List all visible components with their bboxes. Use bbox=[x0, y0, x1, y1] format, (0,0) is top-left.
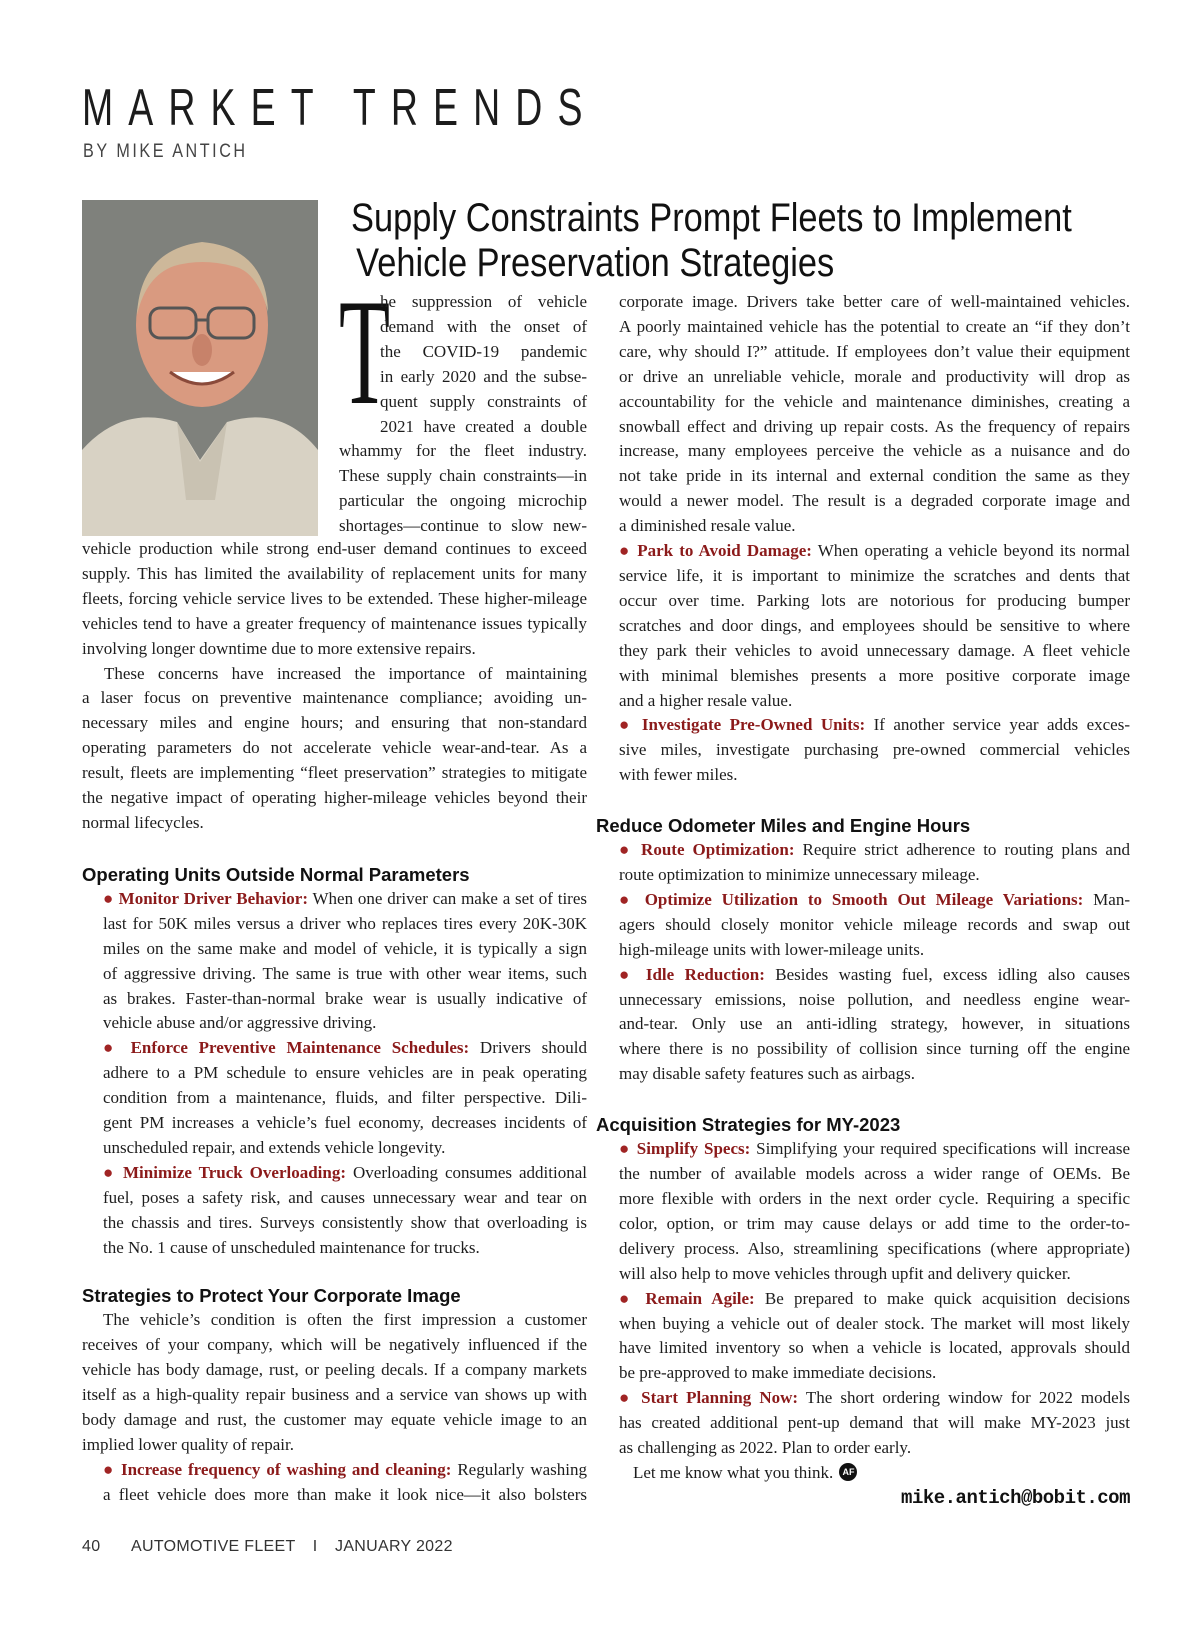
bullet-text: If another service year adds exces- bbox=[865, 715, 1131, 735]
text-line: when buying a vehicle out of dealer stock. The market will most likely bbox=[619, 1313, 1130, 1333]
bullet-first-line bbox=[103, 1036, 587, 1061]
text-line: vehicles tend to have a greater frequency of maintenance issues typically bbox=[82, 613, 587, 633]
bullet-first-line bbox=[619, 1137, 1130, 1162]
bullet-minimize-overloading bbox=[82, 1161, 587, 1261]
bullet-text: When operating a vehicle beyond its normal bbox=[811, 541, 1131, 561]
bullet-label: Park to Avoid Damage: bbox=[637, 541, 812, 561]
text-line: route optimization to minimize unnecessary mileage. bbox=[619, 865, 980, 885]
bullet-dot-icon: ● bbox=[103, 1162, 117, 1182]
text-line: These concerns have increased the importance of maintaining bbox=[104, 663, 587, 683]
text-line: not take pride in its internal and external condition the same as they bbox=[619, 466, 1130, 486]
bullet-park-avoid-damage bbox=[619, 539, 1130, 713]
text-line: last for 50K miles versus a driver who replaces tires every 20K-30K bbox=[103, 913, 587, 933]
text-line: The vehicle’s condition is often the first impression a customer bbox=[103, 1310, 587, 1330]
paragraph-continued bbox=[619, 290, 1130, 539]
bullet-dot-icon: ● bbox=[103, 888, 114, 908]
text-line: would a newer model. The result is a degraded corporate image and bbox=[619, 491, 1130, 511]
text-line: demand with the onset of bbox=[380, 316, 587, 336]
closing-line bbox=[619, 1461, 1130, 1486]
text-line: vehicle abuse and/or aggressive driving. bbox=[103, 1013, 377, 1033]
text-line: or drive an unreliable vehicle, morale and productivity will drop as bbox=[619, 366, 1130, 386]
bullet-remain-agile bbox=[619, 1287, 1130, 1387]
text-line: body damage and rust, the customer may equate vehicle image to an bbox=[82, 1410, 587, 1430]
text-line: he suppression of vehicle bbox=[380, 292, 587, 311]
text-line: where there is no possibility of collision since turning off the engine bbox=[619, 1039, 1130, 1059]
text-line: delivery process. Also, streamlining specifications (where appropriate) bbox=[619, 1238, 1130, 1258]
closing-text: Let me know what you think. bbox=[633, 1462, 834, 1482]
bullet-text: Drivers should bbox=[469, 1038, 588, 1058]
text-line: necessary miles and engine hours; and ensuring that non-standard bbox=[82, 713, 587, 733]
bullet-first-line bbox=[619, 713, 1130, 738]
bullet-first-line bbox=[619, 539, 1130, 564]
bullet-dot-icon: ● bbox=[619, 541, 632, 561]
footer-separator: I bbox=[312, 1538, 318, 1555]
bullet-first-line bbox=[619, 1386, 1130, 1411]
text-line: with fewer miles. bbox=[619, 765, 738, 785]
text-line: and a higher resale value. bbox=[619, 690, 793, 710]
paragraph-3 bbox=[82, 1308, 587, 1457]
text-line: with minimal blemishes presents a more positive corporate image bbox=[619, 665, 1130, 685]
text-line: of aggressive driving. The same is true with other wear items, such bbox=[103, 963, 587, 983]
article-headline bbox=[351, 196, 1072, 286]
bullet-first-line bbox=[103, 1458, 587, 1483]
bullet-dot-icon: ● bbox=[619, 889, 635, 909]
headline-line-2: Vehicle Preservation Strategies bbox=[356, 241, 835, 285]
author-email-link[interactable]: mike.antich@bobit.com bbox=[901, 1487, 1130, 1509]
text-line: agers should closely monitor vehicle mileage records and swap out bbox=[619, 914, 1130, 934]
text-line: fleets, forcing vehicle service lives to be extended. These higher-mileage bbox=[82, 588, 587, 608]
text-line: the negative impact of operating higher-mileage vehicles beyond their bbox=[82, 788, 587, 808]
text-line: and-tear. Only use an anti-idling strategy, however, in situations bbox=[619, 1014, 1130, 1034]
bullet-label: Enforce Preventive Maintenance Schedules: bbox=[130, 1038, 470, 1058]
text-line: involving longer downtime due to more extensive repairs. bbox=[82, 638, 476, 658]
text-line: the number of available models across a wider range of OEMs. Be bbox=[619, 1164, 1130, 1184]
text-line: in early 2020 and the subse- bbox=[380, 366, 587, 386]
text-line: more flexible with orders in the next order cycle. Requiring a specific bbox=[619, 1189, 1130, 1208]
bullet-text: Require strict adherence to routing plans and bbox=[794, 840, 1130, 860]
bullet-label: Start Planning Now: bbox=[641, 1388, 799, 1408]
bullet-first-line bbox=[619, 838, 1130, 863]
text-line: implied lower quality of repair. bbox=[82, 1435, 294, 1454]
text-line: receives of your company, which will be negatively influenced if the bbox=[82, 1335, 587, 1355]
bullet-start-planning bbox=[619, 1386, 1130, 1461]
bullet-optimize-utilization bbox=[619, 888, 1130, 963]
subheading-acquisition: Acquisition Strategies for MY-2023 bbox=[596, 1114, 901, 1136]
text-line: 2021 have created a double bbox=[380, 416, 587, 436]
text-line: operating parameters do not accelerate vehicle wear-and-tear. As a bbox=[82, 738, 587, 758]
bullet-label: Route Optimization: bbox=[641, 840, 795, 860]
text-line: a laser focus on preventive maintenance compliance; avoiding un- bbox=[82, 688, 587, 708]
bullet-first-line bbox=[619, 1287, 1130, 1312]
headline-line-1: Supply Constraints Prompt Fleets to Implement bbox=[351, 196, 1072, 240]
bullet-dot-icon: ● bbox=[103, 1038, 120, 1058]
text-line: normal lifecycles. bbox=[82, 812, 204, 832]
af-logo-icon: AF bbox=[839, 1463, 857, 1481]
bullet-label: Monitor Driver Behavior: bbox=[118, 888, 308, 908]
bullet-label: Optimize Utilization to Smooth Out Mileage Variations: bbox=[644, 889, 1084, 909]
text-line: itself as a high-quality repair business and a service van shows up with bbox=[82, 1385, 587, 1405]
text-line: snowball effect and driving up repair costs. As the frequency of repairs bbox=[619, 416, 1130, 436]
bullet-route-optimization bbox=[619, 838, 1130, 888]
text-line: accountability for the vehicle and maintenance diminishes, creating a bbox=[619, 391, 1130, 411]
text-line: adhere to a PM schedule to ensure vehicles are in peak operating bbox=[103, 1063, 587, 1083]
bullet-dot-icon: ● bbox=[619, 715, 634, 735]
text-line: gent PM increases a vehicle’s fuel economy, decreases incidents of bbox=[103, 1113, 587, 1133]
author-photo bbox=[82, 200, 318, 536]
text-line: condition from a maintenance, fluids, and filter perspective. Dili- bbox=[103, 1088, 587, 1108]
text-line: the COVID-19 pandemic bbox=[380, 341, 587, 361]
text-line: as brakes. Faster-than-normal brake wear is usually indicative of bbox=[103, 988, 587, 1008]
bullet-label: Minimize Truck Overloading: bbox=[123, 1162, 347, 1182]
text-line: be pre-approved to make immediate decisions. bbox=[619, 1363, 937, 1383]
subheading-reduce-odometer: Reduce Odometer Miles and Engine Hours bbox=[596, 815, 971, 837]
bullet-text: When one driver can make a set of tires bbox=[308, 888, 587, 908]
bullet-text: Simplifying your required specifications will increase bbox=[750, 1139, 1130, 1159]
bullet-dot-icon: ● bbox=[619, 1139, 631, 1159]
text-line: particular the ongoing microchip bbox=[339, 490, 587, 510]
text-line: have limited inventory so when a vehicle is located, approvals should bbox=[619, 1338, 1130, 1358]
text-line: color, option, or trim may cause delays or add time to the order-to- bbox=[619, 1213, 1130, 1233]
bullet-simplify-specs bbox=[619, 1137, 1130, 1286]
byline: BY MIKE ANTICH bbox=[83, 141, 248, 162]
subheading-corporate-image: Strategies to Protect Your Corporate Image bbox=[82, 1285, 461, 1307]
text-line: A poorly maintained vehicle has the potential to create an “if they don’t bbox=[619, 316, 1130, 336]
text-line: sive miles, investigate purchasing pre-owned commercial vehicles bbox=[619, 740, 1130, 760]
text-line: a diminished resale value. bbox=[619, 516, 796, 536]
text-line: as challenging as 2022. Plan to order early. bbox=[619, 1438, 912, 1458]
text-line: will also help to move vehicles through upfit and delivery quicker. bbox=[619, 1263, 1071, 1283]
bullet-first-line bbox=[103, 887, 587, 912]
bullet-dot-icon: ● bbox=[619, 964, 636, 984]
bullet-text: Man- bbox=[1083, 889, 1130, 909]
text-line: care, why should I?” attitude. If employees don’t value their equipment bbox=[619, 341, 1130, 361]
text-line: service life, it is important to minimize the scratches and dents that bbox=[619, 565, 1130, 585]
text-line: result, fleets are implementing “fleet preservation” strategies to mitigate bbox=[82, 763, 587, 783]
bullet-dot-icon: ● bbox=[619, 1388, 634, 1408]
text-line: supply. This has limited the availability of replacement units for many bbox=[82, 563, 587, 583]
text-line: unscheduled repair, and extends vehicle longevity. bbox=[103, 1137, 446, 1157]
text-line: a fleet vehicle does more than make it look nice—it also bolsters bbox=[103, 1484, 587, 1504]
bullet-text: Besides wasting fuel, excess idling also causes bbox=[764, 964, 1130, 984]
author-portrait-illustration bbox=[82, 200, 318, 536]
text-line: shortages—continue to slow new- bbox=[339, 515, 587, 535]
bullet-text: Overloading consumes additional bbox=[346, 1162, 587, 1182]
text-line: These supply chain constraints—in bbox=[339, 465, 587, 485]
bullet-enforce-pm bbox=[82, 1036, 587, 1161]
bullet-investigate-pre-owned bbox=[619, 713, 1130, 788]
text-line: the No. 1 cause of unscheduled maintenance for trucks. bbox=[103, 1237, 480, 1257]
bullet-monitor-driver bbox=[82, 887, 587, 1036]
intro-dropcap-lines bbox=[380, 290, 587, 439]
text-line: may disable safety features such as airbags. bbox=[619, 1064, 915, 1084]
bullet-idle-reduction bbox=[619, 963, 1130, 1088]
text-line: whammy for the fleet industry. bbox=[339, 441, 587, 460]
issue-date: JANUARY 2022 bbox=[335, 1538, 453, 1555]
bullet-label: Investigate Pre-Owned Units: bbox=[641, 715, 866, 735]
text-line: unnecessary emissions, noise pollution, and needless engine wear- bbox=[619, 989, 1130, 1009]
text-line: increase, many employees perceive the vehicle as a nuisance and do bbox=[619, 441, 1130, 461]
bullet-text: The short ordering window for 2022 models bbox=[798, 1388, 1130, 1408]
text-line: scratches and door dings, and employees should be sensitive to where bbox=[619, 615, 1130, 635]
text-line: quent supply constraints of bbox=[380, 391, 587, 411]
bullet-dot-icon: ● bbox=[619, 1288, 636, 1308]
text-line: fuel, poses a safety risk, and causes unnecessary wear and tear on bbox=[103, 1187, 587, 1207]
text-line: the chassis and tires. Surveys consistently show that overloading is bbox=[103, 1212, 587, 1232]
intro-wide-lines bbox=[339, 439, 587, 539]
bullet-text: Be prepared to make quick acquisition decisions bbox=[754, 1288, 1130, 1308]
bullet-washing-cleaning bbox=[82, 1458, 587, 1508]
paragraph-1 bbox=[82, 537, 587, 662]
subheading-operating-units: Operating Units Outside Normal Parameters bbox=[82, 863, 470, 885]
bullet-label: Remain Agile: bbox=[645, 1288, 755, 1308]
column-left bbox=[82, 537, 587, 1508]
drop-cap: T bbox=[339, 268, 391, 436]
text-line: occur over time. Parking lots are notorious for producing bumper bbox=[619, 590, 1130, 610]
text-line: high-mileage units with lower-mileage units. bbox=[619, 939, 925, 959]
bullet-first-line bbox=[619, 888, 1130, 913]
bullet-dot-icon: ● bbox=[619, 840, 634, 860]
bullet-label: Idle Reduction: bbox=[645, 964, 765, 984]
bullet-label: Increase frequency of washing and cleaning: bbox=[120, 1459, 452, 1479]
column-right bbox=[596, 290, 1131, 1486]
section-title: MARKET TRENDS bbox=[82, 79, 598, 137]
text-line: has created additional pent-up demand that will make MY-2023 just bbox=[619, 1413, 1130, 1433]
paragraph-2 bbox=[82, 662, 587, 836]
page-number: 40 bbox=[82, 1538, 101, 1555]
text-line: vehicle has body damage, rust, or peeling decals. If a company markets bbox=[82, 1360, 587, 1380]
bullet-label: Simplify Specs: bbox=[636, 1139, 751, 1159]
text-line: miles on the same make and model of vehicle, it is typically a sign bbox=[103, 938, 587, 958]
bullet-first-line bbox=[619, 963, 1130, 988]
page-footer bbox=[82, 1538, 453, 1556]
publication-name: AUTOMOTIVE FLEET bbox=[131, 1538, 296, 1555]
text-line: they park their vehicles to avoid unnecessary damage. A fleet vehicle bbox=[619, 640, 1130, 660]
bullet-first-line bbox=[103, 1161, 587, 1186]
text-line: corporate image. Drivers take better care of well-maintained vehicles. bbox=[619, 292, 1130, 311]
bullet-dot-icon: ● bbox=[103, 1459, 115, 1479]
text-line: vehicle production while strong end-user demand continues to exceed bbox=[82, 539, 587, 558]
bullet-text: Regularly washing bbox=[451, 1459, 587, 1479]
